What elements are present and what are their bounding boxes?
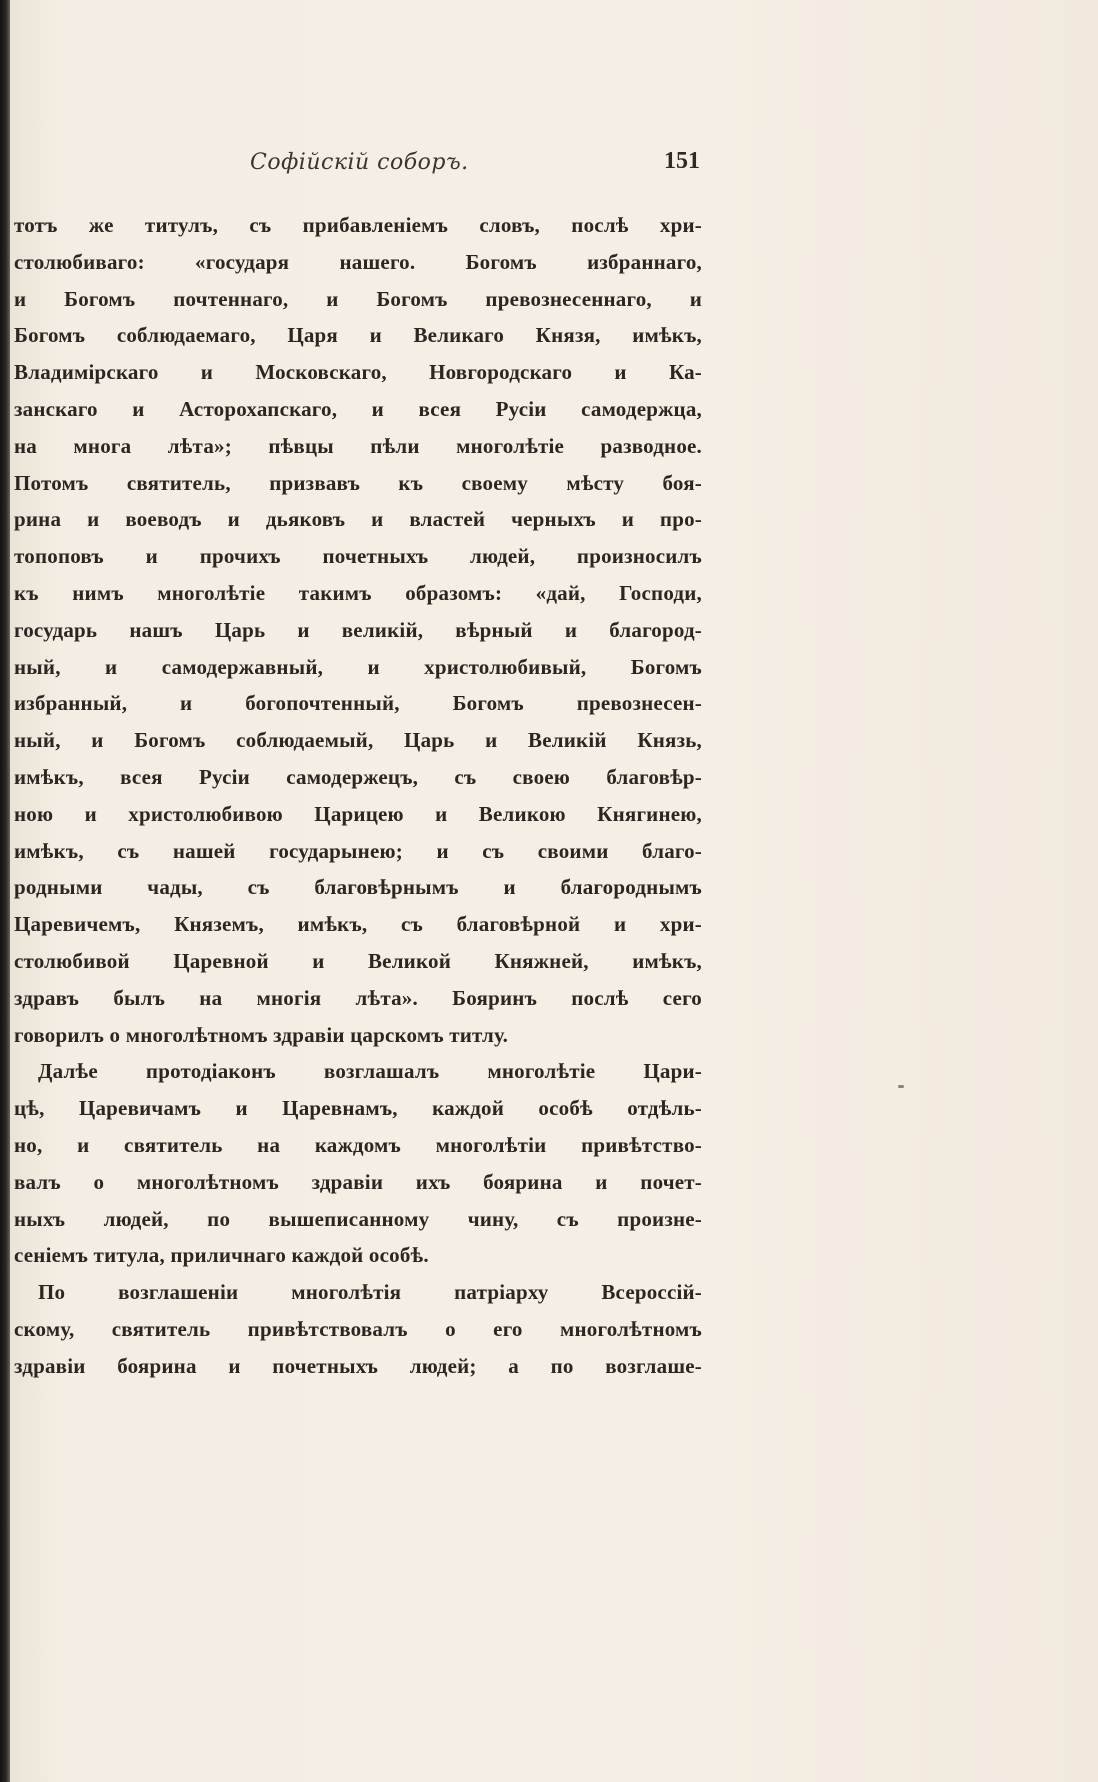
- text-line: ный, и Богомъ соблюдаемый, Царь и Великій Князь,: [14, 728, 702, 753]
- text-line: Царевичемъ, Княземъ, имѣкъ, съ благовѣрной и хри-: [14, 912, 702, 937]
- text-line: Богомъ соблюдаемаго, Царя и Великаго Князя, имѣкъ,: [14, 323, 702, 348]
- text-line: По возглашеніи многолѣтія патріарху Всероссій-: [38, 1280, 702, 1305]
- text-line: Далѣе протодіаконъ возглашалъ многолѣтіе Цари-: [38, 1059, 702, 1084]
- running-title: Софійскій соборъ.: [250, 150, 469, 175]
- text-line: столюбивой Царевной и Великой Княжней, имѣкъ,: [14, 948, 702, 973]
- body-text: [14, 207, 702, 1385]
- text-line: Владимірскаго и Московскаго, Новгородскаго и Ка-: [14, 360, 702, 385]
- text-line: къ нимъ многолѣтіе такимъ образомъ: «дай, Господи,: [14, 580, 702, 605]
- text-line: сеніемъ титула, приличнаго каждой особѣ.: [14, 1243, 429, 1268]
- text-line: но, и святитель на каждомъ многолѣтіи привѣтство-: [14, 1132, 702, 1157]
- text-line: топоповъ и прочихъ почетныхъ людей, произносилъ: [14, 544, 702, 569]
- text-line: избранный, и богопочтенный, Богомъ превознесен-: [14, 691, 702, 716]
- text-line: тотъ же титулъ, съ прибавленіемъ словъ, послѣ хри-: [14, 213, 702, 237]
- text-line: и Богомъ почтеннаго, и Богомъ превознесеннаго, и: [14, 286, 702, 311]
- text-line: рина и воеводъ и дьяковъ и властей черныхъ и про-: [14, 507, 702, 532]
- print-speck: [898, 1085, 904, 1088]
- text-line: имѣкъ, всея Русіи самодержецъ, съ своею благовѣр-: [14, 764, 702, 789]
- text-line: здравіи боярина и почетныхъ людей; а по возглаше-: [14, 1353, 702, 1378]
- text-line: занскаго и Асторохапскаго, и всея Русіи самодержца,: [14, 396, 702, 421]
- text-line: здравъ былъ на многія лѣта». Бояринъ послѣ сего: [14, 985, 702, 1010]
- text-line: на многа лѣта»; пѣвцы пѣли многолѣтіе разводное.: [14, 433, 702, 458]
- text-line: ною и христолюбивою Царицею и Великою Княгинею,: [14, 801, 702, 826]
- text-line: говорилъ о многолѣтномъ здравіи царскомъ титлу.: [14, 1022, 509, 1047]
- text-line: имѣкъ, съ нашей государынею; и съ своими благо-: [14, 838, 702, 863]
- text-line: ныхъ людей, по вышеписанному чину, съ произне-: [14, 1206, 702, 1231]
- book-spine-shadow: [0, 0, 10, 1782]
- text-line: скому, святитель привѣтствовалъ о его многолѣтномъ: [14, 1316, 702, 1341]
- text-line: валъ о многолѣтномъ здравіи ихъ боярина и почет-: [14, 1169, 702, 1194]
- text-line: Потомъ святитель, призвавъ къ своему мѣсту боя-: [14, 470, 702, 495]
- text-line: столюбиваго: «государя нашего. Богомъ избраннаго,: [14, 249, 702, 274]
- page-number: 151: [664, 148, 700, 174]
- page-header: [250, 150, 700, 180]
- text-line: государь нашъ Царь и великій, вѣрный и благород-: [14, 617, 702, 642]
- text-line: цѣ, Царевичамъ и Царевнамъ, каждой особѣ отдѣль-: [14, 1096, 702, 1121]
- text-line: ный, и самодержавный, и христолюбивый, Богомъ: [14, 654, 702, 679]
- text-line: родными чады, съ благовѣрнымъ и благороднымъ: [14, 875, 702, 900]
